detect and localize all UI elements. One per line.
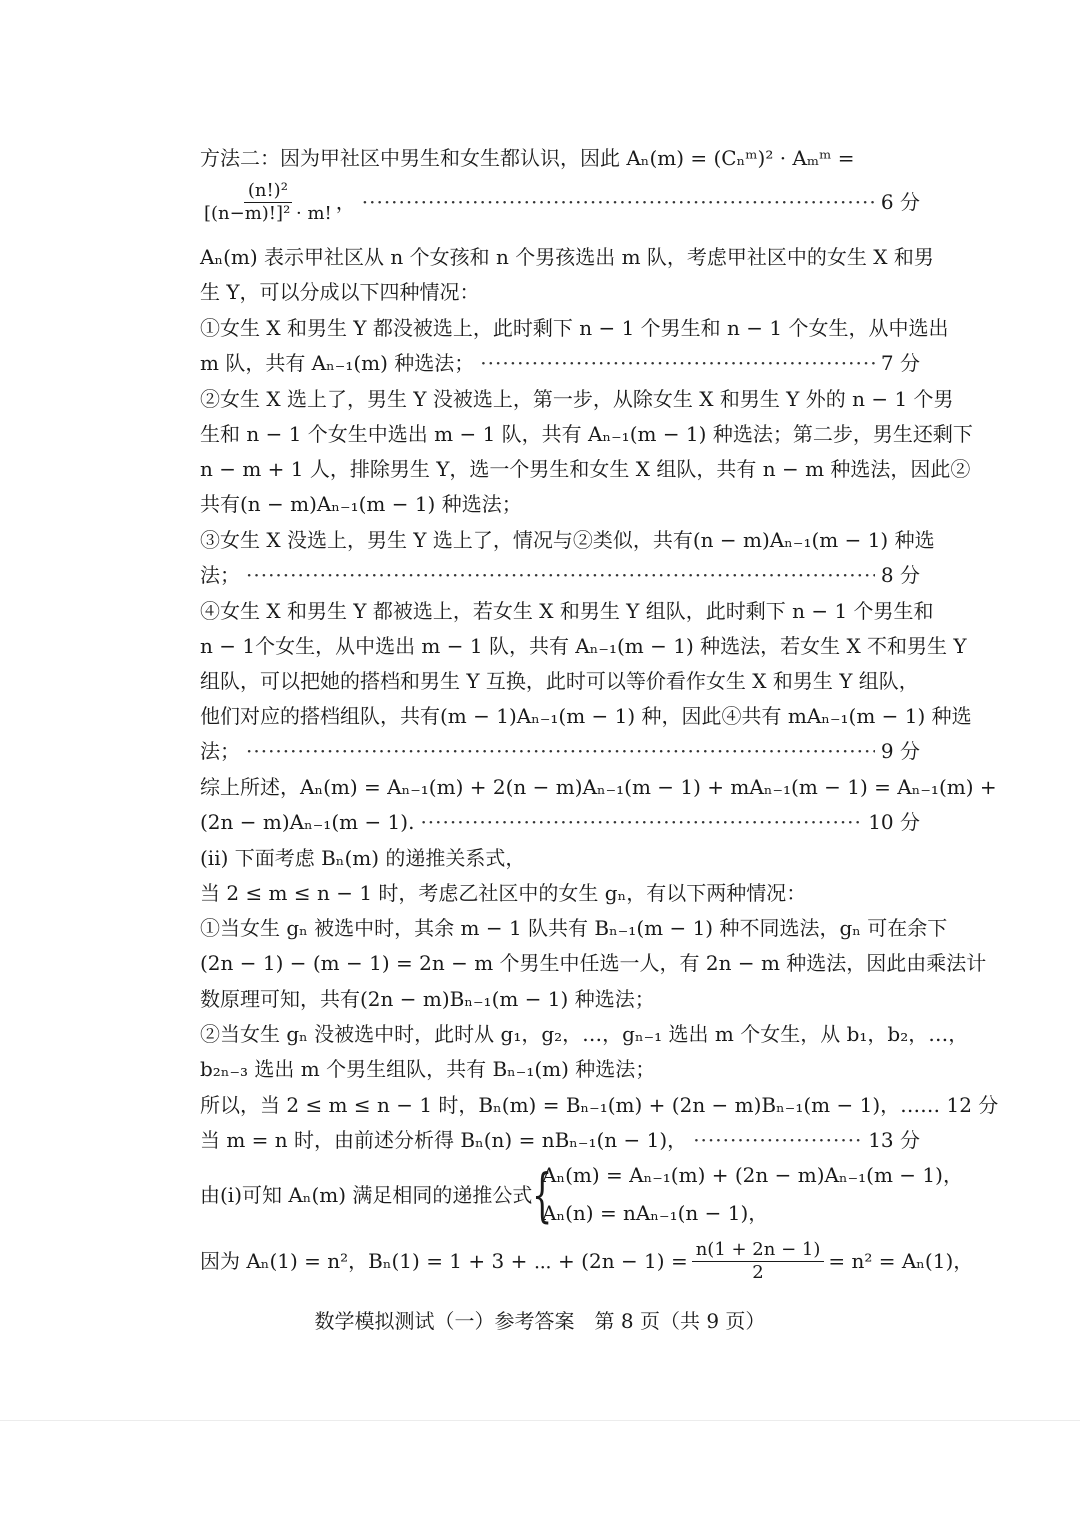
part-ii-case1-line1: ①当女生 gₙ 被选中时，其余 m − 1 队共有 Bₙ₋₁(m − 1) 种不同选法，gₙ 可在余下 — [200, 916, 948, 940]
dot-leader — [420, 807, 862, 837]
case2-line4: 共有(n − m)Aₙ₋₁(m − 1) 种选法； — [200, 492, 522, 516]
summary-line1: 综上所述，Aₙ(m) = Aₙ₋₁(m) + 2(n − m)Aₙ₋₁(m − 1) + mAₙ₋₁(m − 1) = Aₙ₋₁(m) + — [200, 775, 997, 799]
because-row — [200, 1238, 974, 1284]
dot-leader — [246, 560, 875, 590]
case3-line2: 法； — [200, 563, 240, 587]
from-i-text: 由(i)可知 Aₙ(m) 满足相同的递推公式 — [200, 1183, 533, 1207]
part-ii-case1-line3: 数原理可知，共有(2n − m)Bₙ₋₁(m − 1) 种选法； — [200, 987, 655, 1011]
score-8: 8 分 — [880, 563, 920, 587]
left-brace-icon: { — [532, 1161, 553, 1229]
sum-fraction — [692, 1239, 825, 1284]
eq-line: 当 m = n 时，由前述分析得 Bₙ(n) = nBₙ₋₁(n − 1)， — [200, 1128, 688, 1152]
summary-line2: (2n − m)Aₙ₋₁(m − 1). — [200, 810, 415, 834]
page-edge-divider — [0, 1420, 1080, 1421]
so-line: 所以，当 2 ≤ m ≤ n − 1 时，Bₙ(m) = Bₙ₋₁(m) + (2n − m)Bₙ₋₁(m − 1)， — [200, 1093, 901, 1117]
eq-row — [200, 1125, 920, 1155]
case4-line5: 法； — [200, 739, 240, 763]
part-ii-condition: 当 2 ≤ m ≤ n − 1 时，考虑乙社区中的女生 gₙ，有以下两种情况： — [200, 881, 807, 905]
case4-line3: 组队，可以把她的搭档和男生 Y 互换，此时可以等价看作女生 X 和男生 Y 组队， — [200, 669, 919, 693]
part-ii-case1-line2: (2n − 1) − (m − 1) = 2n − m 个男生中任选一人，有 2n − m 种选法，因此由乘法计 — [200, 951, 987, 975]
so-row — [200, 1090, 999, 1120]
case3-row — [200, 560, 920, 590]
score-10: 10 分 — [868, 810, 920, 834]
case4-line1: ④女生 X 和男生 Y 都被选上，若女生 X 和男生 Y 组队，此时剩下 n − 1 个男生和 — [200, 599, 934, 623]
score-7: 7 分 — [880, 351, 920, 375]
case2-line2: 生和 n − 1 个女生中选出 m − 1 队，共有 Aₙ₋₁(m − 1) 种选法；第二步，男生还剩下 — [200, 422, 973, 446]
case4-line2: n − 1个女生，从中选出 m − 1 队，共有 Aₙ₋₁(m − 1) 种选法，若女生 X 不和男生 Y — [200, 634, 967, 658]
case2-line1: ②女生 X 选上了，男生 Y 没被选上，第一步，从除女生 X 和男生 Y 外的 n − 1 个男 — [200, 387, 954, 411]
case3-line1: ③女生 X 没选上，男生 Y 选上了，情况与②类似，共有(n − m)Aₙ₋₁(m − 1) 种选 — [200, 528, 935, 552]
system-equation-1: Aₙ(m) = Aₙ₋₁(m) + (2n − m)Aₙ₋₁(m − 1)， — [542, 1163, 963, 1187]
recurrence-system — [200, 1160, 963, 1230]
fraction-denominator: [(n−m)!]² · m! — [204, 202, 332, 224]
because-text-a: 因为 Aₙ(1) = n²，Bₙ(1) = 1 + 3 + ⋯ + (2n − 1) = — [200, 1249, 688, 1273]
part-ii-case2-line2: b₂ₙ₋₃ 选出 m 个男生组队，共有 Bₙ₋₁(m) 种选法； — [200, 1057, 656, 1081]
summary-row — [200, 807, 920, 837]
system-equation-2: Aₙ(n) = nAₙ₋₁(n − 1)， — [542, 1201, 769, 1225]
dot-leader — [246, 736, 875, 766]
method2-fraction — [200, 180, 336, 225]
method2-formula-row — [200, 180, 920, 224]
page-footer: 数学模拟测试（一）参考答案 第 8 页（共 9 页） — [314, 1309, 766, 1333]
because-text-b: = n² = Aₙ(1)， — [828, 1249, 974, 1273]
intro-line2: 生 Y，可以分成以下四种情况： — [200, 280, 480, 304]
dot-leader — [693, 1125, 862, 1155]
score-13: 13 分 — [868, 1128, 920, 1152]
part-ii-heading: (ii) 下面考虑 Bₙ(m) 的递推关系式， — [200, 846, 526, 870]
score-9: 9 分 — [880, 739, 920, 763]
fraction-denominator: 2 — [752, 1261, 764, 1283]
part-ii-case2-line1: ②当女生 gₙ 没被选中时，此时从 g₁，g₂，…，gₙ₋₁ 选出 m 个女生，从 b₁，b₂，…， — [200, 1022, 969, 1046]
fraction-numerator: n(1 + 2n − 1) — [692, 1239, 825, 1262]
fraction-numerator: (n!)² — [244, 180, 292, 203]
case1-row — [200, 348, 920, 378]
dot-leader — [362, 187, 875, 217]
case1-line1: ①女生 X 和男生 Y 都没被选上，此时剩下 n − 1 个男生和 n − 1 个女生，从中选出 — [200, 316, 949, 340]
case1-line2: m 队，共有 Aₙ₋₁(m) 种选法； — [200, 351, 475, 375]
intro-line1: Aₙ(m) 表示甲社区从 n 个女孩和 n 个男孩选出 m 队，考虑甲社区中的女生 X 和男 — [200, 245, 934, 269]
method2-line1: 方法二：因为甲社区中男生和女生都认识，因此 Aₙ(m) = (Cₙᵐ)² · Aₘᵐ = — [200, 146, 855, 170]
dot-leader — [480, 348, 875, 378]
case4-row — [200, 736, 920, 766]
case4-line4: 他们对应的搭档组队，共有(m − 1)Aₙ₋₁(m − 1) 种，因此④共有 mAₙ₋₁(m − 1) 种选 — [200, 704, 972, 728]
case2-line3: n − m + 1 人，排除男生 Y，选一个男生和女生 X 组队，共有 n − m 种选法，因此② — [200, 457, 971, 481]
score-12: …… 12 分 — [900, 1093, 999, 1117]
score-6: 6 分 — [880, 190, 920, 214]
fraction-tail: ， — [335, 190, 356, 214]
